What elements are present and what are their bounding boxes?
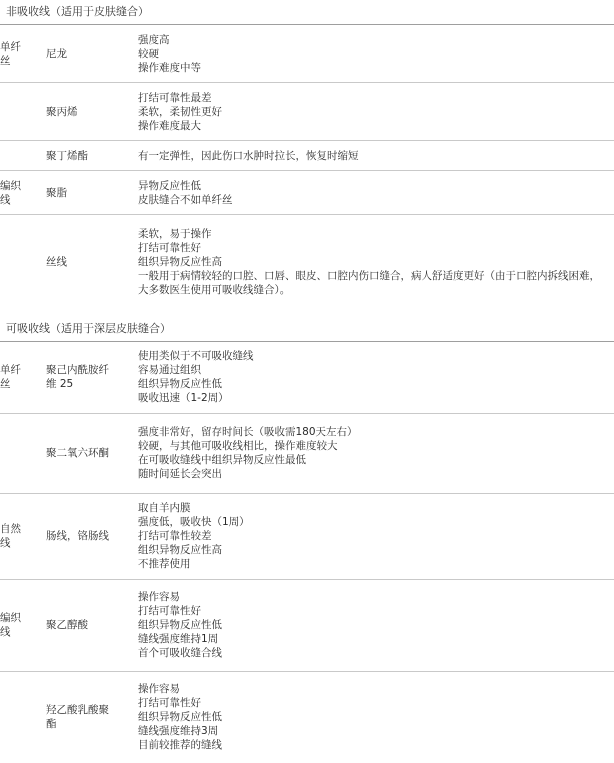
category-cell: 单纤 丝 <box>0 25 46 83</box>
table-non-absorbable <box>0 24 614 309</box>
description-cell: 有一定弹性，因此伤口水肿时拉长，恢复时缩短 <box>138 141 614 171</box>
category-cell: 编织 线 <box>0 579 46 671</box>
category-cell <box>0 215 46 309</box>
category-cell: 单纤 丝 <box>0 341 46 413</box>
table-absorbable <box>0 341 614 763</box>
material-cell: 尼龙 <box>46 25 138 83</box>
category-cell <box>0 671 46 763</box>
material-cell: 丝线 <box>46 215 138 309</box>
category-cell <box>0 141 46 171</box>
material-cell: 肠线，铬肠线 <box>46 493 138 579</box>
material-cell: 聚己内酰胺纤 维 25 <box>46 341 138 413</box>
table-row <box>0 671 614 763</box>
section-title-absorbable: 可吸收线（适用于深层皮肤缝合） <box>0 317 614 341</box>
category-cell <box>0 83 46 141</box>
table-row <box>0 83 614 141</box>
table-row <box>0 579 614 671</box>
table-row <box>0 171 614 215</box>
description-cell: 异物反应性低 皮肤缝合不如单纤丝 <box>138 171 614 215</box>
material-cell: 聚丁烯酯 <box>46 141 138 171</box>
description-cell: 操作容易 打结可靠性好 组织异物反应性低 缝线强度维持3周 目前较推荐的缝线 <box>138 671 614 763</box>
table-row <box>0 25 614 83</box>
material-cell: 聚脂 <box>46 171 138 215</box>
table-row <box>0 141 614 171</box>
description-cell: 操作容易 打结可靠性好 组织异物反应性低 缝线强度维持1周 首个可吸收缝合线 <box>138 579 614 671</box>
description-cell: 取自羊内膜 强度低，吸收快（1周） 打结可靠性较差 组织异物反应性高 不推荐使用 <box>138 493 614 579</box>
description-cell: 使用类似于不可吸收缝线 容易通过组织 组织异物反应性低 吸收迅速（1-2周） <box>138 341 614 413</box>
material-cell: 聚二氧六环酮 <box>46 413 138 493</box>
description-cell: 柔软，易于操作 打结可靠性好 组织异物反应性高 一般用于病情较轻的口腔、口唇、眼皮、口腔内伤口缝合，病人舒适度更好（由于口腔内拆线困难，大多数医生使用可吸收线缝合）。 <box>138 215 614 309</box>
description-cell: 打结可靠性最差 柔软，柔韧性更好 操作难度最大 <box>138 83 614 141</box>
section-title-non-absorbable: 非吸收线（适用于皮肤缝合） <box>0 0 614 24</box>
table-row <box>0 493 614 579</box>
category-cell: 编织 线 <box>0 171 46 215</box>
table-row <box>0 413 614 493</box>
description-cell: 强度高 较硬 操作难度中等 <box>138 25 614 83</box>
material-cell: 聚乙醇酸 <box>46 579 138 671</box>
table-row <box>0 341 614 413</box>
category-cell: 自然 线 <box>0 493 46 579</box>
description-cell: 强度非常好，留存时间长（吸收需180天左右） 较硬，与其他可吸收线相比，操作难度较大 在可吸收缝线中组织异物反应性最低 随时间延长会突出 <box>138 413 614 493</box>
material-cell: 聚丙烯 <box>46 83 138 141</box>
table-row <box>0 215 614 309</box>
category-cell <box>0 413 46 493</box>
material-cell: 羟乙酸乳酸聚 酯 <box>46 671 138 763</box>
